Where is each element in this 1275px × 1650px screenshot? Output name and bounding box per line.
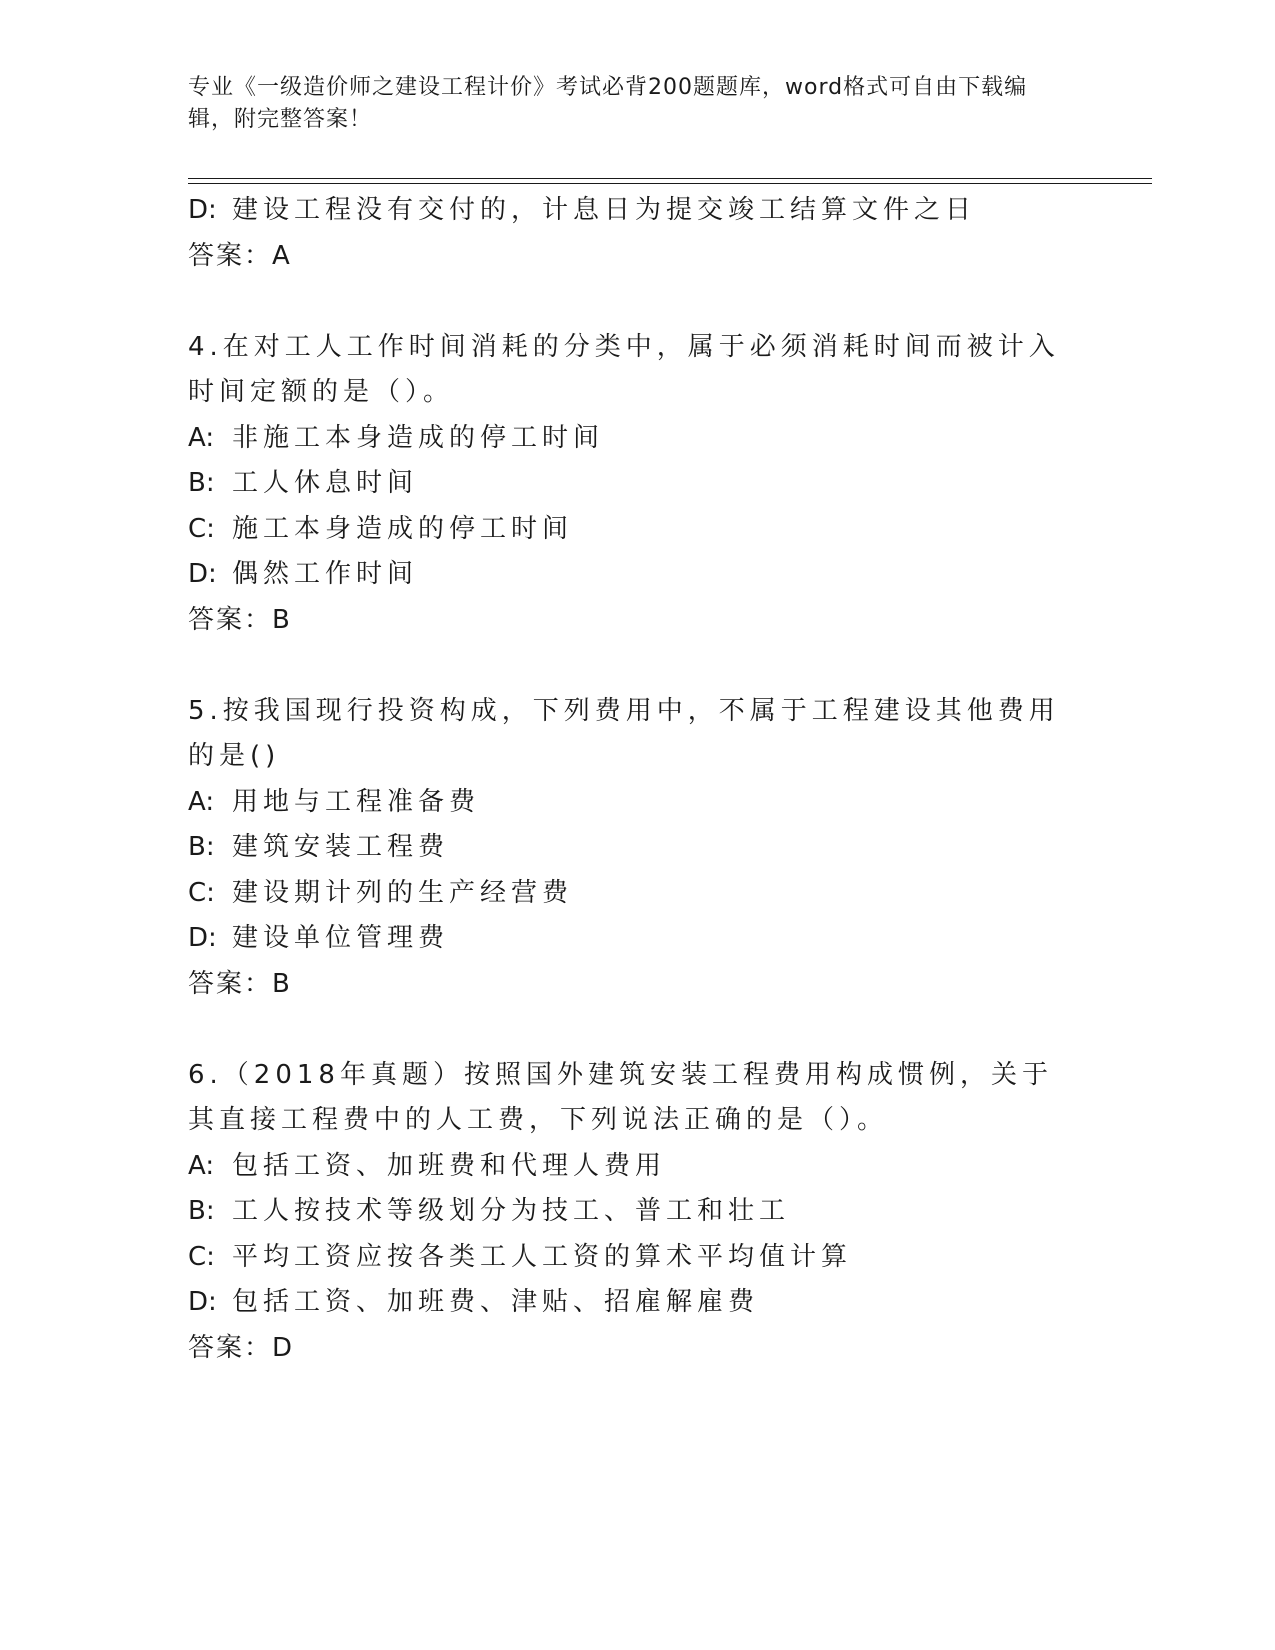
header-divider-top xyxy=(188,178,1152,179)
header-divider-bottom xyxy=(188,183,1152,184)
option-key: B: xyxy=(188,468,215,498)
question-stem: 6.（2018年真题）按照国外建筑安装工程费用构成惯例，关于其直接工程费中的人工费，下列说法正确的是（）。 xyxy=(188,1059,1053,1135)
question-stem: 5.按我国现行投资构成，下列费用中，不属于工程建设其他费用的是() xyxy=(188,695,1060,771)
option-key: C: xyxy=(188,1241,215,1272)
option-d xyxy=(188,188,1068,234)
option-d xyxy=(188,552,1068,598)
option-b xyxy=(188,1189,1068,1235)
question-list xyxy=(188,188,1068,1371)
option-text: 建设期计列的生产经营费 xyxy=(232,877,574,908)
option-text: 建设单位管理费 xyxy=(232,923,450,953)
option-b xyxy=(188,461,1068,507)
option-b xyxy=(188,825,1068,871)
spacer xyxy=(188,1007,1068,1053)
option-key: A: xyxy=(188,1150,215,1181)
answer-line: 答案：B xyxy=(188,968,292,999)
option-text: 施工本身造成的停工时间 xyxy=(232,513,574,544)
answer-line: 答案：A xyxy=(188,240,292,271)
option-text: 建筑安装工程费 xyxy=(232,832,450,862)
answer-line: 答案：B xyxy=(188,604,292,635)
option-text: 平均工资应按各类工人工资的算术平均值计算 xyxy=(232,1241,853,1272)
spacer xyxy=(188,279,1068,325)
option-key: D: xyxy=(188,1287,217,1317)
option-text: 包括工资、加班费和代理人费用 xyxy=(232,1150,667,1181)
option-text: 用地与工程准备费 xyxy=(232,786,481,817)
option-a xyxy=(188,1144,1068,1190)
answer-line: 答案：D xyxy=(188,1332,295,1363)
option-d xyxy=(188,916,1068,962)
option-key: B: xyxy=(188,1196,215,1226)
option-a xyxy=(188,416,1068,462)
option-key: D: xyxy=(188,923,217,953)
option-c xyxy=(188,507,1068,553)
option-text: 包括工资、加班费、津贴、招雇解雇费 xyxy=(232,1287,760,1317)
option-key: B: xyxy=(188,832,215,862)
question-block xyxy=(188,325,1068,644)
question-block xyxy=(188,1053,1068,1372)
option-key: D: xyxy=(188,559,217,589)
option-key: C: xyxy=(188,513,215,544)
spacer xyxy=(188,643,1068,689)
question-block xyxy=(188,689,1068,1008)
option-text: 工人休息时间 xyxy=(232,468,419,498)
option-key: C: xyxy=(188,877,215,908)
option-key: D: xyxy=(188,195,217,225)
option-c xyxy=(188,1235,1068,1281)
option-text: 工人按技术等级划分为技工、普工和壮工 xyxy=(232,1196,791,1226)
option-key: A: xyxy=(188,422,215,453)
option-c xyxy=(188,871,1068,917)
option-d xyxy=(188,1280,1068,1326)
document-header: 专业《一级造价师之建设工程计价》考试必背200题题库，word格式可自由下载编辑，附完整答案！ xyxy=(188,75,1028,132)
question-stem: 4.在对工人工作时间消耗的分类中，属于必须消耗时间而被计入时间定额的是（）。 xyxy=(188,331,1060,407)
option-text: 偶然工作时间 xyxy=(232,559,419,589)
option-key: A: xyxy=(188,786,215,817)
option-a xyxy=(188,780,1068,826)
option-text: 建设工程没有交付的，计息日为提交竣工结算文件之日 xyxy=(232,195,977,225)
option-text: 非施工本身造成的停工时间 xyxy=(232,422,605,453)
